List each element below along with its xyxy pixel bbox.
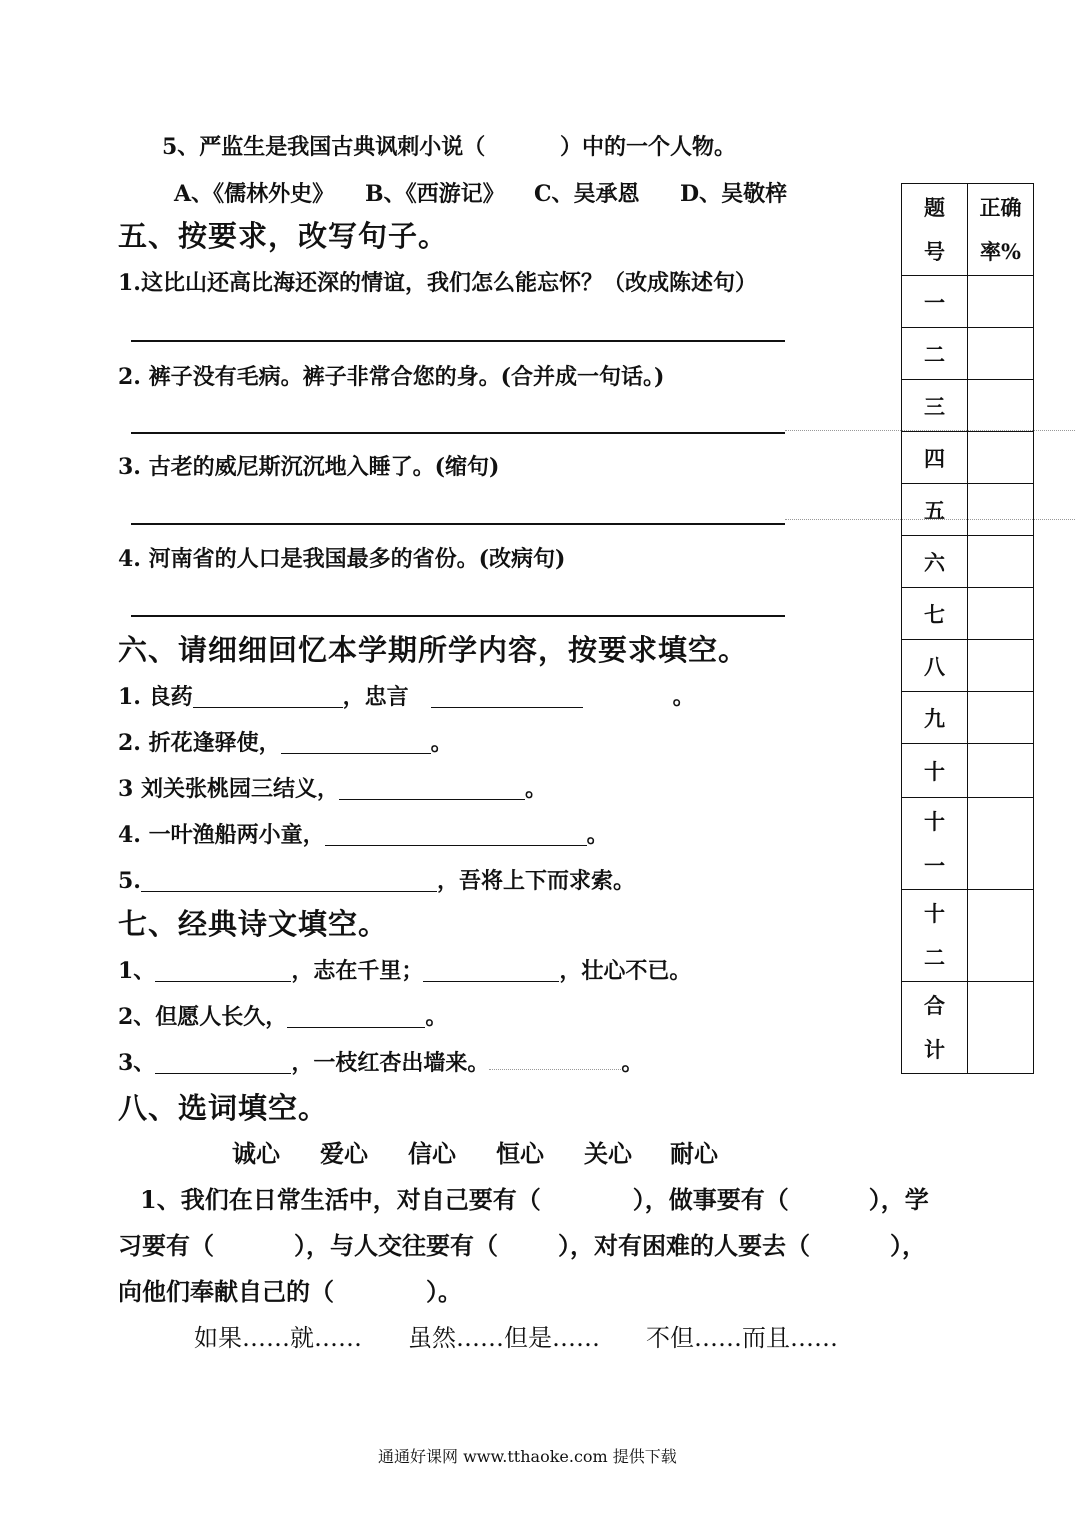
fill-blank[interactable]: [193, 707, 343, 708]
fill-blank[interactable]: [431, 707, 583, 708]
section8-title: 八、选词填空。: [118, 1091, 329, 1125]
score-row-label: 三: [902, 380, 968, 432]
score-row-label: 七: [902, 588, 968, 640]
section7-item-1: [118, 960, 691, 982]
score-row-label: 六: [902, 536, 968, 588]
section8-line-3-text: ）。: [426, 1277, 462, 1306]
section8-line-2-text: ），对有困难的人要去（: [558, 1231, 810, 1260]
section7-item-1-text: ，志在千里；: [291, 958, 424, 984]
section8-line-1-text: ），做事要有（: [632, 1185, 789, 1214]
score-cell[interactable]: [968, 328, 1034, 380]
section7-item-3: [118, 1052, 643, 1074]
fill-blank[interactable]: [339, 799, 525, 800]
section5-answer-line-4[interactable]: [131, 615, 785, 617]
section5-answer-line-2[interactable]: [131, 432, 785, 434]
word-bank-item: 耐心: [670, 1139, 718, 1168]
section8-line-1: [140, 1185, 929, 1214]
section8-line-2: [118, 1231, 926, 1260]
score-table: [901, 183, 1034, 1074]
section8-line-3: [118, 1277, 462, 1306]
section8-line-1-text: ），学: [868, 1185, 929, 1214]
section6-item-1: [118, 686, 695, 708]
q5-stem-b: ）中的一个人物。: [560, 134, 737, 160]
q5-option-d: D、吴敬梓: [680, 181, 788, 207]
section5-item-2: 2. 裤子没有毛病。裤子非常合您的身。(合并成一句话。): [118, 364, 665, 390]
score-cell[interactable]: [968, 798, 1034, 890]
section6-item-3: [118, 778, 547, 800]
score-cell[interactable]: [968, 640, 1034, 692]
section7-item-2-text: 2、但愿人长久，: [118, 1004, 288, 1030]
section5-title: 五、按要求，改写句子。: [118, 219, 449, 253]
score-cell[interactable]: [968, 484, 1034, 536]
q5-option-c: C、吴承恩: [534, 181, 640, 207]
score-row-label: 一: [902, 276, 968, 328]
section6-item-5-text: 5.: [118, 868, 141, 894]
conjunction-pair: 虽然……但是……: [408, 1324, 600, 1352]
section6-item-1-text: 1. 良药: [118, 684, 193, 710]
section6-item-4: [118, 824, 609, 846]
page-footer: 通通好课网 www.tthaoke.com 提供下载: [378, 1447, 677, 1466]
score-row-label: 四: [902, 432, 968, 484]
score-row-label: 五: [902, 484, 968, 536]
section6-item-5-text: ，吾将上下而求索。: [436, 868, 635, 894]
score-cell[interactable]: [968, 692, 1034, 744]
q5-stem-a: 5、严监生是我国古典讽刺小说（: [162, 134, 486, 160]
section6-item-2-text: 。: [430, 730, 453, 756]
section8-line-1-text: 1、我们在日常生活中，对自己要有（: [140, 1185, 541, 1214]
score-cell[interactable]: [968, 380, 1034, 432]
fill-blank[interactable]: [423, 981, 559, 982]
score-row-label: 九: [902, 692, 968, 744]
conjunction-pair: 如果……就……: [194, 1324, 362, 1352]
fill-blank[interactable]: [287, 1027, 425, 1028]
section5-answer-line-3[interactable]: [131, 523, 785, 525]
score-cell[interactable]: [968, 588, 1034, 640]
section6-title: 六、请细细回忆本学期所学内容，按要求填空。: [118, 633, 749, 667]
score-row-label: 十 二: [902, 890, 968, 982]
section6-item-4-text: 。: [586, 822, 609, 848]
section7-item-3-text: ，一枝红杏出墙来。: [291, 1050, 490, 1076]
word-bank-item: 关心: [584, 1139, 632, 1168]
fill-blank[interactable]: [155, 981, 291, 982]
section5-item-3: 3. 古老的威尼斯沉沉地入睡了。(缩句): [118, 454, 500, 480]
section6-item-4-text: 4. 一叶渔船两小童，: [118, 822, 325, 848]
section8-line-3-text: 向他们奉献自己的（: [118, 1277, 334, 1306]
section6-item-3-text: 。: [524, 776, 547, 802]
q5-option-a: A、《儒林外史》: [174, 181, 335, 207]
section5-item-1: 1.这比山还高比海还深的情谊，我们怎么能忘怀？（改成陈述句）: [118, 270, 757, 296]
q5-option-b: B、《西游记》: [365, 181, 505, 207]
score-row-label: 合 计: [902, 982, 968, 1074]
word-bank-item: 恒心: [496, 1139, 544, 1168]
score-cell[interactable]: [968, 276, 1034, 328]
score-cell[interactable]: [968, 536, 1034, 588]
fill-blank[interactable]: [155, 1073, 291, 1074]
conjunction-pair: 不但……而且……: [646, 1324, 838, 1352]
section5-item-4: 4. 河南省的人口是我国最多的省份。(改病句): [118, 546, 566, 572]
section5-answer-line-1[interactable]: [131, 340, 785, 342]
fill-blank[interactable]: [141, 891, 437, 892]
score-cell[interactable]: [968, 744, 1034, 798]
section8-line-2-text: 习要有（: [118, 1231, 214, 1260]
score-table-header-accuracy: 正确 率%: [968, 184, 1034, 276]
section7-item-2: [118, 1006, 447, 1028]
section8-line-2-text: ），: [890, 1231, 926, 1260]
fill-blank[interactable]: [281, 753, 431, 754]
score-row-label: 八: [902, 640, 968, 692]
score-cell[interactable]: [968, 432, 1034, 484]
section7-title: 七、经典诗文填空。: [118, 907, 389, 941]
word-bank-item: 诚心: [232, 1139, 280, 1168]
word-bank-item: 信心: [408, 1139, 456, 1168]
score-row-label: 十: [902, 744, 968, 798]
section7-item-2-text: 。: [425, 1004, 448, 1030]
fill-blank[interactable]: [325, 845, 587, 846]
section7-item-1-text: 1、: [118, 958, 156, 984]
section7-item-3-text: 3、: [118, 1050, 156, 1076]
score-row-label: 二: [902, 328, 968, 380]
section6-item-1-text: 。: [672, 684, 695, 710]
section7-item-3-text: 。: [621, 1050, 644, 1076]
score-cell[interactable]: [968, 890, 1034, 982]
section6-item-3-text: 3 刘关张桃园三结义，: [118, 776, 339, 802]
word-bank-item: 爱心: [320, 1139, 368, 1168]
section6-item-2-text: 2. 折花逢驿使，: [118, 730, 281, 756]
section6-item-5: [118, 870, 635, 892]
section6-item-2: [118, 732, 453, 754]
section8-line-2-text: ），与人交往要有（: [294, 1231, 498, 1260]
score-row-label: 十 一: [902, 798, 968, 890]
section7-item-1-text: ，壮心不已。: [559, 958, 692, 984]
score-table-header-number: 题 号: [902, 184, 968, 276]
score-cell[interactable]: [968, 982, 1034, 1074]
section6-item-1-text: ，忠言: [342, 684, 409, 710]
